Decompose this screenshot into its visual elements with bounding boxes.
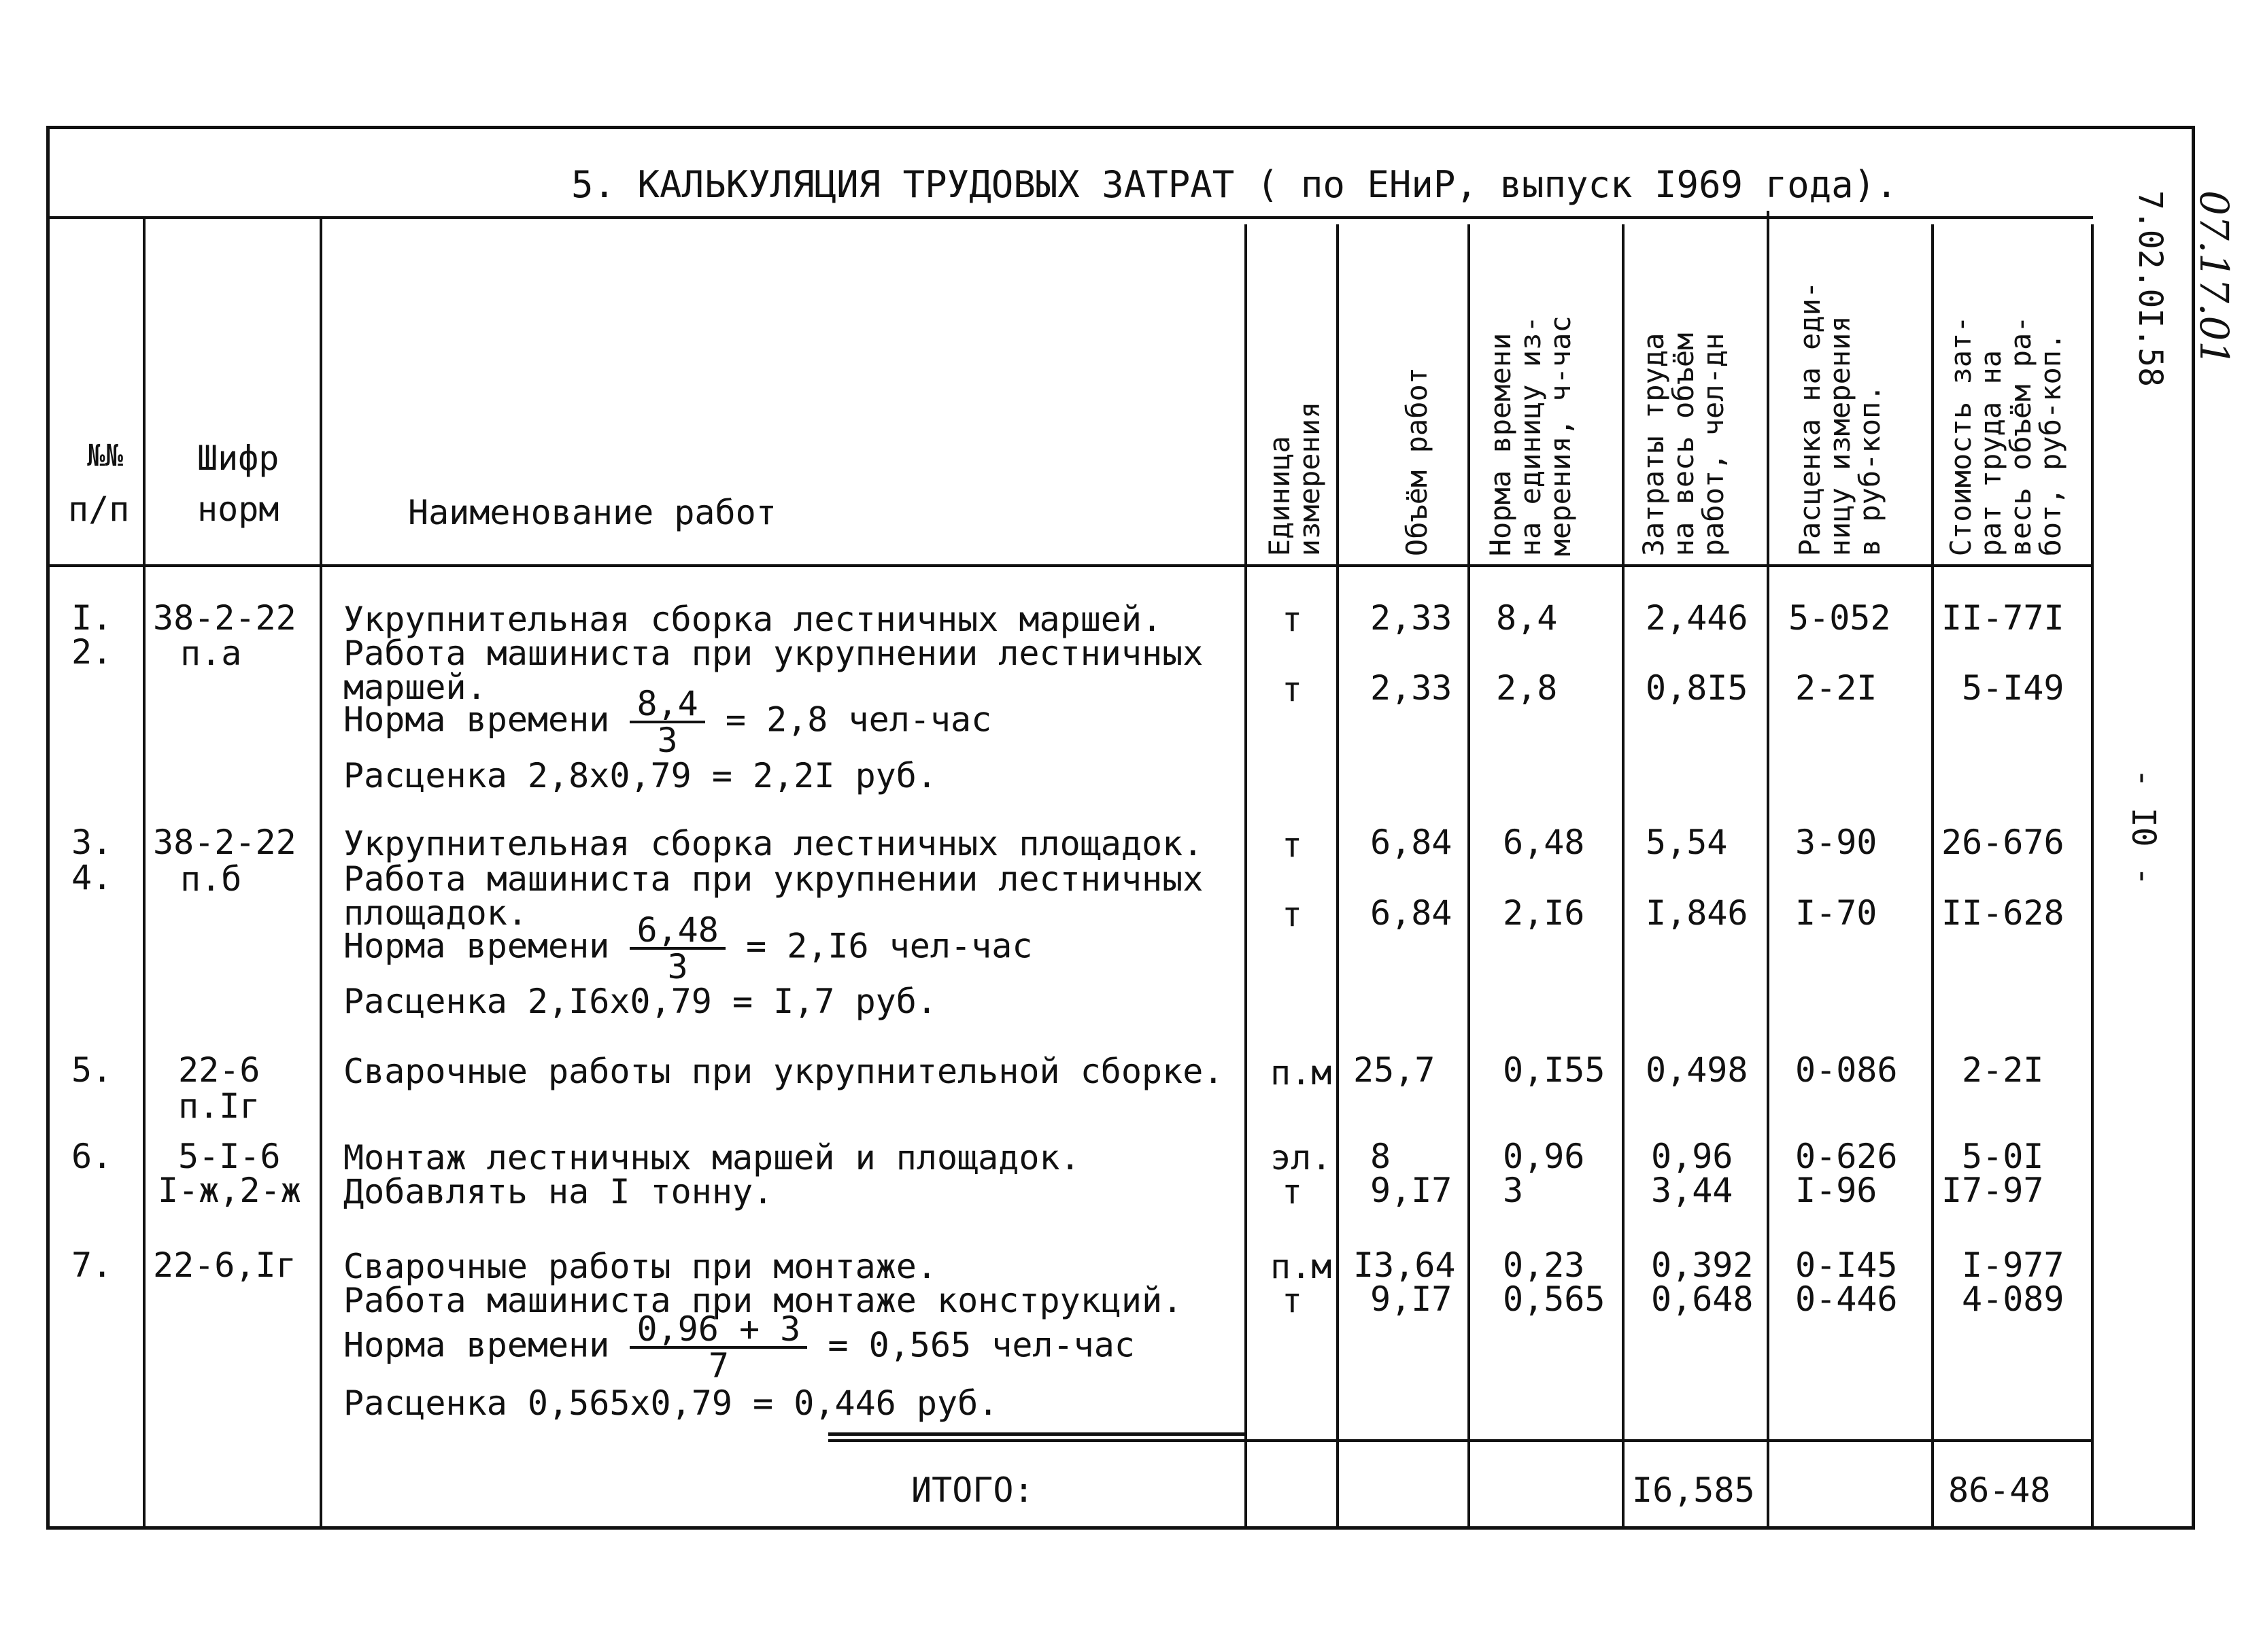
header-divider — [46, 564, 2093, 567]
row2-fraction: $\frac{8,4}{3}$ — [630, 687, 704, 757]
row6-volume-line1: 8 — [1370, 1137, 1391, 1176]
header-cost — [1946, 230, 2082, 556]
header-norm-text: Норма времени на единицу из- мерения, ч-час — [1484, 315, 1578, 556]
row7-rate-line1: 0-I45 — [1795, 1245, 1898, 1285]
col-divider-volume — [1467, 224, 1470, 1530]
header-name: Наименование работ — [408, 493, 777, 532]
total-label: ИТОГО: — [911, 1470, 1034, 1510]
row6-labor-line1: 0,96 — [1651, 1137, 1733, 1176]
page-number: - I0 - — [2124, 768, 2162, 887]
row4-name-line1: Работа машиниста при укрупнении лестничных — [343, 859, 1204, 899]
title-divider — [46, 216, 2093, 219]
row4-unit: т — [1282, 895, 1303, 934]
row5-norm: 0,I55 — [1503, 1050, 1605, 1090]
col-divider-name — [1244, 224, 1247, 1530]
row3-cost: 26-676 — [1941, 823, 2064, 862]
row5-name: Сварочные работы при укрупнительной сборке. — [343, 1052, 1224, 1091]
header-labor — [1639, 230, 1748, 556]
row7-unit-line2: т — [1282, 1281, 1303, 1320]
header-rate-text: Расценка на еди- ницу измерения в руб-коп. — [1793, 281, 1887, 556]
row6-unit-line1: эл. — [1270, 1138, 1332, 1177]
row5-cost: 2-2I — [1962, 1050, 2044, 1090]
row7-rate-line2: 0-446 — [1795, 1279, 1898, 1319]
row2-rate: 2-2I — [1795, 668, 1877, 708]
header-code-1: Шифр — [197, 438, 279, 478]
row7-fraction: $\frac{0,96 + 3}{7}$ — [630, 1312, 807, 1383]
row3-norm: 6,48 — [1503, 823, 1585, 862]
row3-unit: т — [1282, 825, 1303, 865]
row2-labor: 0,8I5 — [1646, 668, 1748, 708]
col-divider-code — [320, 216, 322, 1530]
header-volume — [1402, 230, 1443, 556]
row2-norm: 2,8 — [1496, 668, 1558, 708]
header-code-2: норм — [197, 489, 279, 529]
row6-name-line2: Добавлять на I тонну. — [343, 1172, 774, 1211]
row1-code: 38-2-22 — [153, 598, 296, 638]
row7-formula: Норма времени $\frac{0,96 + 3}{7}$ = 0,565 чел-час — [343, 1309, 1135, 1386]
row3-volume: 6,84 — [1370, 823, 1452, 862]
row6-code-line2: I-ж,2-ж — [158, 1171, 301, 1210]
row6-norm-line1: 0,96 — [1503, 1137, 1585, 1176]
total-cost: 86-48 — [1948, 1470, 2051, 1510]
col-divider-norm — [1622, 224, 1625, 1530]
header-unit — [1265, 230, 1340, 556]
row4-formula: Норма времени $\frac{6,48}{3}$ = 2,I6 чел-час — [343, 910, 1033, 986]
row7-volume-line1: I3,64 — [1353, 1245, 1456, 1285]
row1-cost: II-77I — [1941, 598, 2064, 638]
row4-norm: 2,I6 — [1503, 893, 1585, 933]
row5-volume: 25,7 — [1353, 1050, 1435, 1090]
row6-unit-line2: т — [1282, 1172, 1303, 1211]
row7-labor-line2: 0,648 — [1651, 1279, 1754, 1319]
row1-rate: 5-052 — [1788, 598, 1891, 638]
header-num-2: п/п — [68, 489, 130, 529]
row6-labor-line2: 3,44 — [1651, 1171, 1733, 1210]
row7-num: 7. — [71, 1245, 113, 1285]
row5-rate: 0-086 — [1795, 1050, 1898, 1090]
row1-norm: 8,4 — [1496, 598, 1558, 638]
row2-name-line1: Работа машиниста при укрупнении лестничных — [343, 634, 1204, 673]
row4-name-line2: площадок. — [343, 893, 528, 933]
row4-fraction: $\frac{6,48}{3}$ — [630, 913, 725, 984]
row3-code: 38-2-22 — [153, 823, 296, 862]
header-norm — [1486, 230, 1595, 556]
row4-code: п.б — [180, 859, 242, 899]
row7-cost-line2: 4-089 — [1962, 1279, 2064, 1319]
header-num-1: №№ — [87, 438, 123, 473]
header-rate — [1795, 230, 1904, 556]
row3-num: 3. — [71, 823, 113, 862]
row3-rate: 3-90 — [1795, 823, 1877, 862]
row1-volume: 2,33 — [1370, 598, 1452, 638]
row5-code-line1: 22-6 — [178, 1050, 260, 1090]
row6-cost-line1: 5-0I — [1962, 1137, 2044, 1176]
row3-name: Укрупнительная сборка лестничных площадок. — [343, 824, 1204, 863]
row5-unit: п.м — [1270, 1053, 1332, 1092]
row7-labor-line1: 0,392 — [1651, 1245, 1754, 1285]
row6-num: 6. — [71, 1137, 113, 1176]
row7-rate-line: Расценка 0,565х0,79 = 0,446 руб. — [343, 1383, 999, 1423]
row1-labor: 2,446 — [1646, 598, 1748, 638]
handwritten-note: 07.17.01 — [2191, 190, 2237, 366]
col-divider-rate — [1931, 224, 1934, 1530]
row6-cost-line2: I7-97 — [1941, 1171, 2044, 1210]
row2-rate-line: Расценка 2,8х0,79 = 2,2I руб. — [343, 756, 937, 795]
row7-name-line1: Сварочные работы при монтаже. — [343, 1247, 937, 1286]
header-unit-text: Единица измерения — [1263, 401, 1327, 556]
row4-cost: II-628 — [1941, 893, 2064, 933]
header-cost-text: Стоимость зат- рат труда на весь объём ра- бот, руб-коп. — [1944, 315, 2068, 556]
row4-volume: 6,84 — [1370, 893, 1452, 933]
col-divider-labor — [1767, 211, 1769, 1530]
total-labor: I6,585 — [1632, 1470, 1755, 1510]
row2-name-line2: маршей. — [343, 668, 487, 707]
row2-code: п.а — [180, 634, 242, 673]
row7-volume-line2: 9,I7 — [1370, 1279, 1452, 1319]
row6-rate-line1: 0-626 — [1795, 1137, 1898, 1176]
row1-num: I. — [71, 598, 113, 638]
row5-num: 5. — [71, 1050, 113, 1090]
row2-unit: т — [1282, 670, 1303, 709]
doc-code: 7.02.0I.58 — [2131, 190, 2169, 387]
row6-norm-line2: 3 — [1503, 1171, 1524, 1210]
row7-code: 22-6,Iг — [153, 1245, 296, 1285]
col-divider-num — [143, 216, 146, 1530]
row6-volume-line2: 9,I7 — [1370, 1171, 1452, 1210]
header-labor-text: Затраты труда на весь объём работ, чел-дн — [1637, 332, 1731, 556]
row6-rate-line2: I-96 — [1795, 1171, 1877, 1210]
header-volume-text: Объём работ — [1400, 366, 1433, 556]
row7-underline — [828, 1432, 1244, 1436]
total-divider — [828, 1439, 2093, 1442]
row1-name: Укрупнительная сборка лестничных маршей. — [343, 600, 1163, 639]
row4-rate-line: Расценка 2,I6х0,79 = I,7 руб. — [343, 982, 937, 1021]
row7-unit-line1: п.м — [1270, 1247, 1332, 1286]
row2-volume: 2,33 — [1370, 668, 1452, 708]
row7-norm-line1: 0,23 — [1503, 1245, 1585, 1285]
col-divider-cost — [2091, 224, 2094, 1530]
row6-code-line1: 5-I-6 — [178, 1137, 281, 1176]
table-title: 5. КАЛЬКУЛЯЦИЯ ТРУДОВЫХ ЗАТРАТ ( по ЕНиР, выпуск I969 года). — [571, 163, 1898, 206]
row3-labor: 5,54 — [1646, 823, 1728, 862]
row4-rate: I-70 — [1795, 893, 1877, 933]
row1-unit: т — [1282, 600, 1303, 639]
row2-formula: Норма времени $\frac{8,4}{3}$ = 2,8 чел-час — [343, 684, 992, 760]
row7-norm-line2: 0,565 — [1503, 1279, 1605, 1319]
row6-name-line1: Монтаж лестничных маршей и площадок. — [343, 1138, 1081, 1177]
row7-cost-line1: I-977 — [1962, 1245, 2064, 1285]
row2-num: 2. — [71, 632, 113, 672]
row7-name-line2: Работа машиниста при монтаже конструкций. — [343, 1281, 1183, 1320]
row5-labor: 0,498 — [1646, 1050, 1748, 1090]
row4-num: 4. — [71, 858, 113, 897]
row4-labor: I,846 — [1646, 893, 1748, 933]
row5-code-line2: п.Iг — [178, 1086, 260, 1126]
row2-cost: 5-I49 — [1962, 668, 2064, 708]
